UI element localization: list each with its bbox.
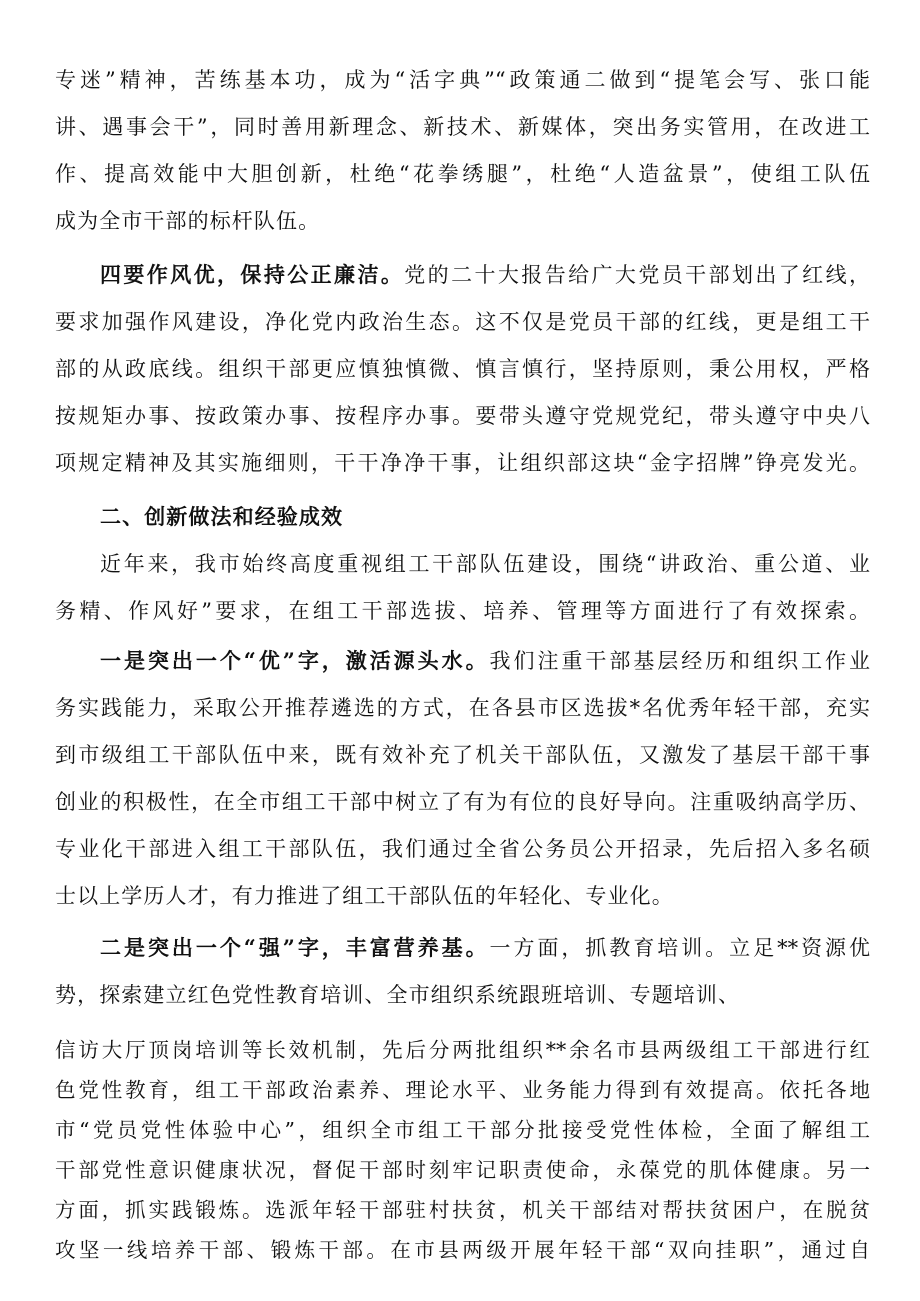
text-line: 到市级组工干部队伍中来，既有效补充了机关干部队伍，又激发了基层干部干事 (55, 743, 870, 767)
text-line: 作、提高效能中大胆创新，杜绝“花拳绣腿”，杜绝“人造盆景”，使组工队伍 (55, 162, 870, 186)
text-line: 专业化干部进入组工干部队伍，我们通过全省公务员公开招录，先后招入多名硕 (55, 837, 870, 861)
text-line: 要求加强作风建设，净化党内政治生态。这不仅是党员干部的红线，更是组工干 (55, 310, 870, 334)
text-line: 务精、作风好”要求，在组工干部选拔、培养、管理等方面进行了有效探索。 (55, 599, 870, 623)
text-line: 近年来，我市始终高度重视组工干部队伍建设，围绕“讲政治、重公道、业 (100, 552, 870, 576)
text-line: 务实践能力，采取公开推荐遴选的方式，在各县市区选拔*名优秀年轻干部，充实 (55, 696, 870, 720)
text-span: 党的二十大报告给广大党员干部划出了红线， (404, 263, 870, 287)
text-line: 色党性教育，组工干部政治素养、理论水平、业务能力得到有效提高。依托各地 (55, 1078, 870, 1102)
text-line: 创业的积极性，在全市组工干部中树立了有为有位的良好导向。注重吸纳高学历、 (55, 790, 870, 814)
text-line: 方面，抓实践锻炼。选派年轻干部驻村扶贫，机关干部结对帮扶贫困户，在脱贫 (55, 1198, 870, 1222)
text-line: 专迷”精神，苦练基本功，成为“活字典”“政策通二做到“提笔会写、张口能 (55, 68, 870, 92)
text-line: 项规定精神及其实施细则，干干净净干事，让组织部这块“金字招牌”铮亮发光。 (55, 451, 870, 475)
text-line (100, 647, 870, 675)
text-line: 成为全市干部的标杆队伍。 (55, 209, 321, 233)
section-heading: 二、创新做法和经验成效 (100, 504, 344, 529)
text-span: 我们注重干部基层经历和组织工作业 (489, 649, 870, 673)
text-line: 按规矩办事、按政策办事、按程序办事。要带头遵守党规党纪，带头遵守中央八 (55, 404, 870, 428)
text-line: 市“党员党性体验中心”，组织全市组工干部分批接受党性体检，全面了解组工 (55, 1118, 870, 1142)
text-line: 信访大厅顶岗培训等长效机制，先后分两批组织**余名市县两级组工干部进行红 (55, 1038, 870, 1062)
text-line (100, 934, 870, 962)
text-line: 士以上学历人才，有力推进了组工干部队伍的年轻化、专业化。 (55, 884, 674, 908)
text-line: 部的从政底线。组织干部更应慎独慎微、慎言慎行，坚持原则，秉公用权，严格 (55, 357, 870, 381)
text-line: 攻坚一线培养干部、锻炼干部。在市县两级开展年轻干部“双向挂职”，通过自 (55, 1238, 870, 1262)
text-line: 讲、遇事会干”，同时善用新理念、新技术、新媒体，突出务实管用，在改进工 (55, 115, 870, 139)
text-line: 势，探索建立红色党性教育培训、全市组织系统跟班培训、专题培训、 (55, 983, 741, 1007)
paragraph-lead: 二是突出一个“强”字，丰富营养基。 (100, 935, 490, 960)
text-line: 干部党性意识健康状况，督促干部时刻牢记职责使命，永葆党的肌体健康。另一 (55, 1158, 870, 1182)
text-line (100, 261, 870, 289)
paragraph-lead: 一是突出一个“优”字，激活源头水。 (100, 648, 490, 673)
paragraph-lead: 四要作风优，保持公正廉洁。 (100, 262, 405, 287)
text-span: 一方面，抓教育培训。立足**资源优 (489, 936, 870, 960)
